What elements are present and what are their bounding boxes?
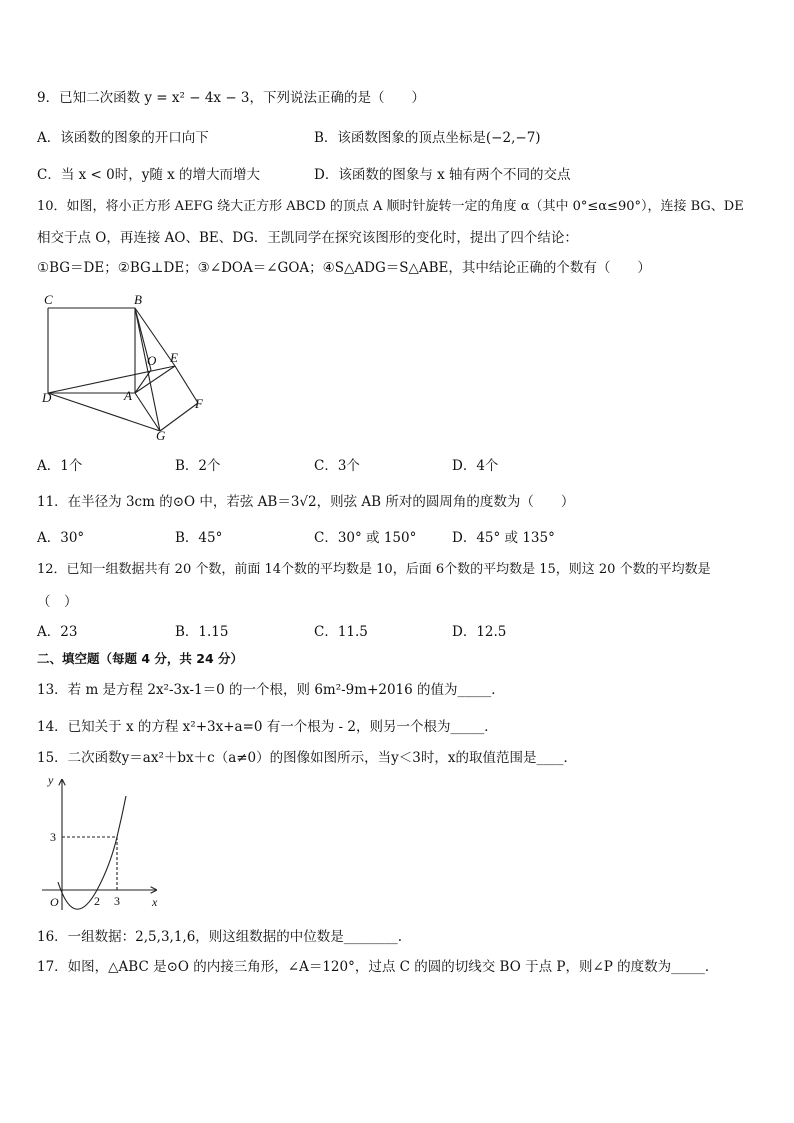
q10-option-b: B．2个 <box>175 458 221 474</box>
q9-option-d: D．该函数的图象与 x 轴有两个不同的交点 <box>314 167 571 183</box>
q11-option-b: B．45° <box>175 530 223 546</box>
q12-option-c: C．11.5 <box>314 624 368 640</box>
q9-option-b: B．该函数图象的顶点坐标是(−2,−7) <box>314 130 541 146</box>
q14-stem: 14．已知关于 x 的方程 x²+3x+a=0 有一个根为 - 2，则另一个根为_____． <box>37 719 498 735</box>
segment-fg <box>160 403 198 431</box>
axis-label-x: x <box>152 895 158 909</box>
q12-option-b: B．1.15 <box>175 624 229 640</box>
q15-parabola-graph <box>38 770 168 915</box>
q12-option-d: D．12.5 <box>452 624 507 640</box>
q10-line1: 10．如图，将小正方形 AEFG 绕大正方形 ABCD 的顶点 A 顺时针旋转一定的角度 α（其中 0°≤α≤90°），连接 BG、DE <box>37 199 744 214</box>
q12-option-a: A．23 <box>37 624 78 640</box>
q9-stem: 9．已知二次函数 y = x² − 4x − 3，下列说法正确的是（ ） <box>37 90 426 106</box>
q12-stem-paren: （ ） <box>37 594 78 610</box>
q17-stem: 17．如图，△ABC 是⊙O 的内接三角形，∠A＝120°，过点 C 的圆的切线交 BO 于点 P，则∠P 的度数为_____． <box>37 959 719 975</box>
label-d: D <box>42 390 52 405</box>
q13-stem: 13．若 m 是方程 2x²-3x-1＝0 的一个根，则 6m²-9m+2016 的值为_____． <box>37 682 505 698</box>
q11-option-a: A．30° <box>37 530 85 546</box>
section-title: 二、填空题（每题 4 分，共 24 分） <box>37 651 244 666</box>
q16-stem: 16．一组数据：2,5,3,1,6，则这组数据的中位数是________. <box>37 929 403 945</box>
q10-option-d: D．4个 <box>452 458 499 474</box>
tick-label-x2: 2 <box>94 894 100 908</box>
q10-line2: 相交于点 O，再连接 AO、BE、DG．王凯同学在探究该图形的变化时，提出了四个结论： <box>37 230 578 246</box>
label-g: G <box>156 428 166 443</box>
tick-label-y3: 3 <box>50 830 56 844</box>
parabola-curve <box>58 796 126 909</box>
q12-stem: 12．已知一组数据共有 20 个数，前面 14个数的平均数是 10，后面 6个数的平均数是 15，则这 20 个数的平均数是 <box>37 562 711 577</box>
q15-stem: 15．二次函数y＝ax²＋bx＋c（a≠0）的图像如图所示，当y＜3时，x的取值范围是____． <box>37 750 577 766</box>
origin-label: O <box>50 895 59 909</box>
q11-stem: 11．在半径为 3cm 的⊙O 中，若弦 AB＝3√2，则弦 AB 所对的圆周角的度数为（ ） <box>37 494 575 510</box>
q10-geometry-figure <box>30 288 220 443</box>
label-c: C <box>44 292 53 307</box>
q9-option-a: A．该函数的图象的开口向下 <box>37 130 209 146</box>
q10-option-c: C．3个 <box>314 458 360 474</box>
label-f: F <box>195 396 203 411</box>
label-e: E <box>170 350 178 365</box>
axis-label-y: y <box>48 773 54 787</box>
q10-option-a: A．1个 <box>37 458 83 474</box>
q9-option-c: C．当 x < 0时，y随 x 的增大而增大 <box>37 167 261 183</box>
label-o: O <box>147 353 157 368</box>
label-a: A <box>124 388 132 403</box>
label-b: B <box>134 292 142 307</box>
tick-label-x3: 3 <box>114 894 120 908</box>
segment-dg <box>48 393 160 431</box>
q11-option-d: D．45° 或 135° <box>452 530 555 546</box>
q10-line3: ①BG＝DE；②BG⊥DE；③∠DOA＝∠GOA；④S△ADG＝S△ABE，其中结论正确的个数有（ ） <box>37 260 651 276</box>
q11-option-c: C．30° 或 150° <box>314 530 417 546</box>
